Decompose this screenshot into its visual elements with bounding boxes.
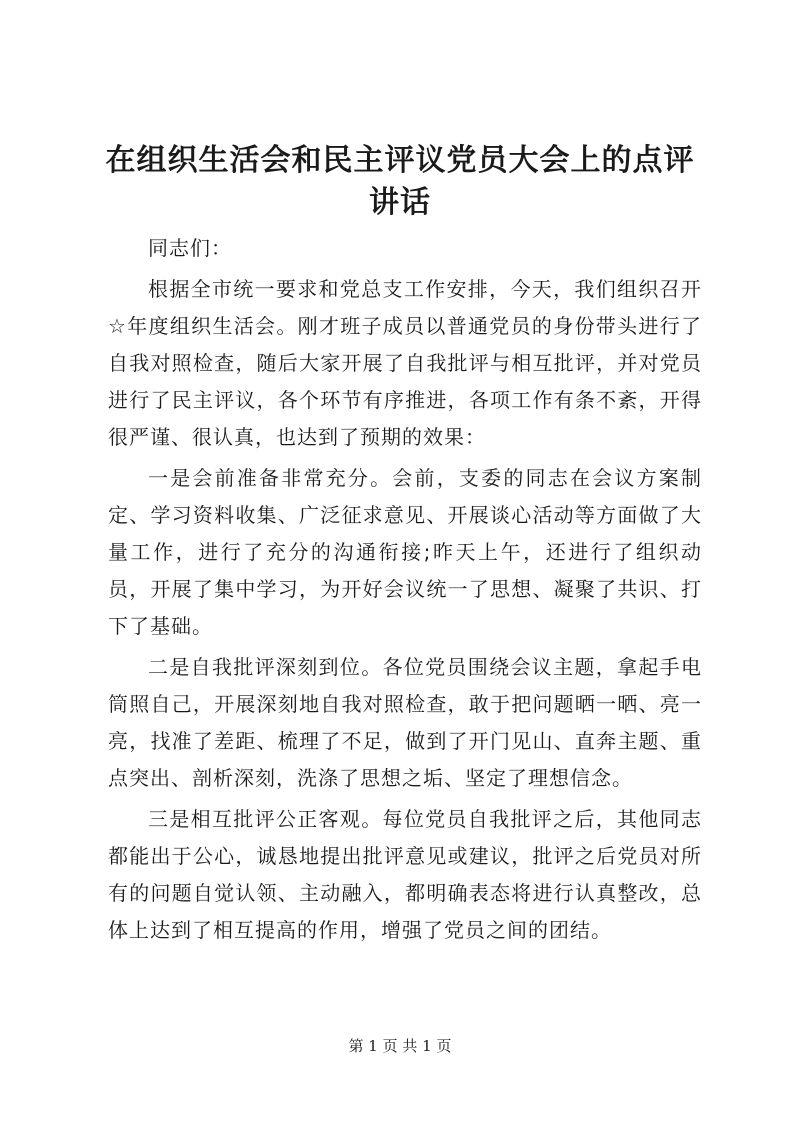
paragraph-point-one: 一是会前准备非常充分。会前，支委的同志在会议方案制定、学习资料收集、广泛征求意见、开展谈心活动等方面做了大量工作，进行了充分的沟通衔接;昨天上午，还进行了组织动员，开展了集中学习，为开好会议统一了思想、凝聚了共识、打下了基础。 bbox=[108, 466, 702, 638]
document-body bbox=[108, 230, 702, 953]
document-title: 在组织生活会和民主评议党员大会上的点评讲话 bbox=[105, 143, 695, 220]
paragraph-intro: 根据全市统一要求和党总支工作安排，今天，我们组织召开☆年度组织生活会。刚才班子成员以普通党员的身份带头进行了自我对照检查，随后大家开展了自我批评与相互批评，并对党员进行了民主评议，各个环节有序推进，各项工作有条不紊，开得很严谨、很认真，也达到了预期的效果： bbox=[108, 277, 702, 449]
paragraph-point-three: 三是相互批评公正客观。每位党员自我批评之后，其他同志都能出于公心，诚恳地提出批评意见或建议，批评之后党员对所有的问题自觉认领、主动融入，都明确表态将进行认真整改，总体上达到了相互提高的作用，增强了党员之间的团结。 bbox=[108, 807, 702, 942]
salutation: 同志们： bbox=[148, 236, 232, 260]
page-number-footer: 第 1 页 共 1 页 bbox=[348, 1037, 452, 1055]
paragraph-point-two: 二是自我批评深刻到位。各位党员围绕会议主题，拿起手电筒照自己，开展深刻地自我对照检查，敢于把问题晒一晒、亮一亮，找准了差距、梳理了不足，做到了开门见山、直奔主题、重点突出、剖析深刻，洗涤了思想之垢、坚定了理想信念。 bbox=[108, 655, 702, 790]
